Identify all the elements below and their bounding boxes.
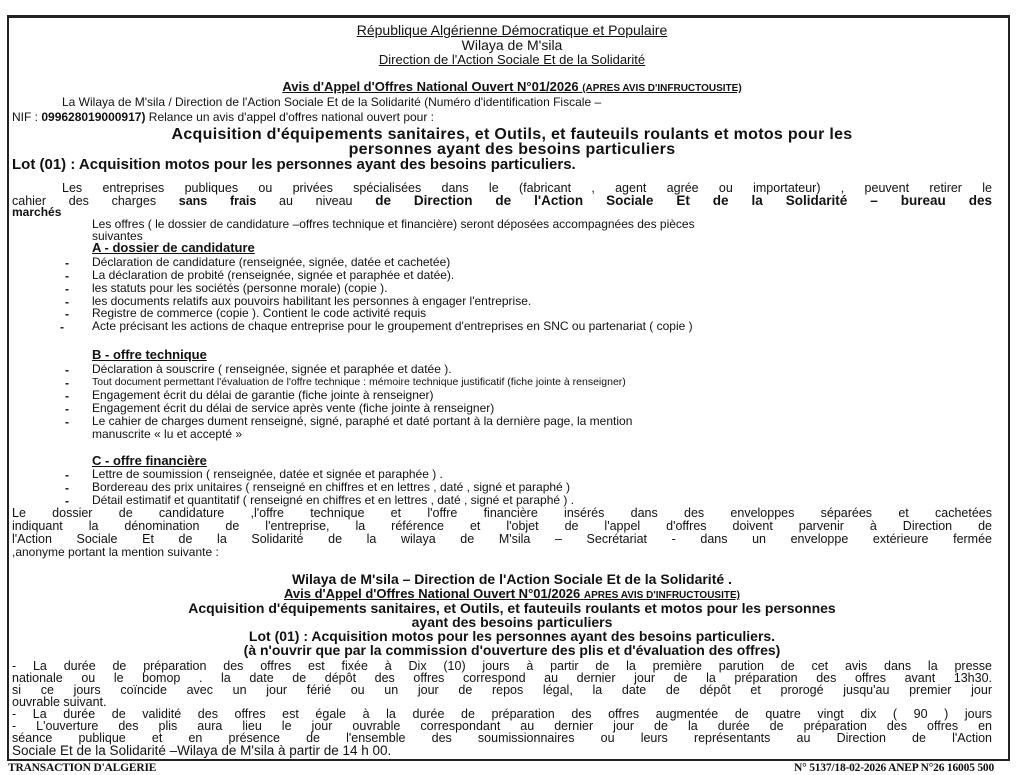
terms-line: si ce jours coïncide avec un jour férié ou un jour de repos légal, la date de dépôt et prorogé jusqu'au premier jour bbox=[12, 683, 992, 697]
list-item: Détail estimatif et quantitatif ( renseigné en chiffres et en lettres , daté , signé et paraphé ) . bbox=[92, 493, 575, 507]
terms-line: nationale ou le bomop . la date de dépôt des offres correspond au dernier jour de la préparation des offres avant 13h30. bbox=[12, 671, 992, 685]
list-item: Engagement écrit du délai de service après vente (fiche jointe à renseigner) bbox=[92, 401, 495, 415]
offers-line2: suivantes bbox=[92, 229, 143, 243]
list-item: La déclaration de probité (renseignée, signée et paraphée et datée). bbox=[92, 268, 455, 282]
footer-reference: N° 5137/18-02-2026 ANEP N°26 16005 500 bbox=[794, 762, 994, 774]
nif-value: 099628019000917) bbox=[41, 110, 146, 124]
header-direction: Direction de l'Action Sociale Et de la Solidarité bbox=[378, 52, 646, 67]
elig-text-a: cahier des charges bbox=[12, 194, 179, 208]
header-wilaya: Wilaya de M'sila bbox=[461, 37, 563, 53]
submission-line3: l'Action Sociale Et de la Solidarité de la wilaya de M'sila – Secrétariat - dans un enveloppe extérieure fermée bbox=[12, 532, 992, 546]
list-bullet: - bbox=[65, 402, 69, 416]
envelope-line1: Wilaya de M'sila – Direction de l'Action Sociale Et de la Solidarité . bbox=[292, 571, 732, 587]
list-item: Acte précisant les actions de chaque entreprise pour le groupement d'entreprises en SNC ou partenariat ( copie ) bbox=[92, 319, 693, 333]
notice-title bbox=[0, 80, 1024, 94]
intro-rest: Relance un avis d'appel d'offres national ouvert pour : bbox=[145, 110, 434, 124]
list-bullet: - bbox=[65, 282, 69, 296]
list-item: Bordereau des prix unitaires ( renseigné en chiffres et en lettres , daté , signé et paraphé ) bbox=[92, 480, 571, 494]
list-item: Registre de commerce (copie ). Contient le code activité requis bbox=[92, 306, 427, 320]
list-bullet: - bbox=[65, 269, 69, 283]
submission-line1: Le dossier de candidature ,l'offre technique et l'offre financière insérés dans des enveloppes séparées et cachetées bbox=[12, 506, 992, 520]
list-bullet: - bbox=[65, 307, 69, 321]
terms-line: ouvrable suivant. bbox=[12, 695, 107, 709]
envelope-warning: (à n'ouvrir que par la commission d'ouverture des plis et d'évaluation des offres) bbox=[243, 642, 781, 658]
submission-line2: indiquant la dénomination de l'entreprise, la référence et l'objet de l'appel d'offres doivent parvenir à Direction de bbox=[12, 519, 992, 533]
list-item: les documents relatifs aux pouvoirs habilitant les personnes à engager l'entreprise. bbox=[92, 294, 532, 308]
list-bullet: - bbox=[65, 389, 69, 403]
list-bullet: - bbox=[65, 415, 69, 429]
list-bullet: - bbox=[65, 363, 69, 377]
list-bullet: - bbox=[65, 468, 69, 482]
terms-line: - La durée de préparation des offres est fixée à Dix (10) jours à partir de la première parution de cet avis dans la presse bbox=[12, 659, 992, 673]
list-bullet: - bbox=[65, 376, 69, 390]
envelope-title-main: Avis d'Appel d'Offres National Ouvert N°01/2026 bbox=[284, 586, 581, 601]
section-b-title: B - offre technique bbox=[92, 347, 207, 362]
list-bullet: - bbox=[60, 320, 64, 334]
elig-text-c: au niveau bbox=[256, 194, 376, 208]
list-bullet: - bbox=[65, 494, 69, 508]
terms-line: séance publique et en présence de l'ensemble des soumissionnaires ou leurs représentants au Direction de l'Action bbox=[12, 731, 992, 745]
notice-object-line1: Acquisition d'équipements sanitaires, et Outils, et fauteuils roulants et motos pour les bbox=[171, 126, 853, 143]
list-item: Déclaration de candidature (renseignée, signée, datée et cachetée) bbox=[92, 255, 451, 269]
envelope-object-line2: ayant des besoins particuliers bbox=[411, 614, 613, 630]
list-item: Engagement écrit du délai de garantie (fiche jointe à renseigner) bbox=[92, 388, 434, 402]
submission-line4: ,anonyme portant la mention suivante : bbox=[12, 545, 219, 559]
notice-lot: Lot (01) : Acquisition motos pour les personnes ayant des besoins particuliers. bbox=[12, 156, 576, 173]
offers-line1: Les offres ( le dossier de candidature –offres technique et financière) seront déposées accompagnées des pièces bbox=[92, 217, 695, 231]
notice-title-main: Avis d'Appel d'Offres National Ouvert N°01/2026 bbox=[282, 79, 579, 94]
envelope-title-suffix: APRES AVIS D'INFRUCTOUSITE) bbox=[583, 590, 740, 601]
list-bullet: - bbox=[65, 481, 69, 495]
list-bullet: - bbox=[65, 295, 69, 309]
envelope-lot: Lot (01) : Acquisition motos pour les personnes ayant des besoins particuliers. bbox=[248, 628, 776, 644]
eligibility-line2 bbox=[12, 194, 992, 208]
eligibility-line3: marchés bbox=[12, 205, 62, 219]
section-c-title: C - offre financière bbox=[92, 453, 207, 468]
terms-line: - La durée de validité des offres est égale à la durée de préparation des offres augmentée de quatre vingt dix ( 90 ) jours bbox=[12, 707, 992, 721]
list-item: les statuts pour les sociétés (personne morale) (copie ). bbox=[92, 281, 388, 295]
notice-title-suffix: (APRES AVIS D'INFRUCTOUSITE) bbox=[582, 83, 742, 94]
notice-intro-line2 bbox=[12, 111, 434, 123]
list-item: Tout document permettant l'évaluation de l'offre technique : mémoire technique justificatif (fiche jointe à renseigner) bbox=[92, 376, 626, 388]
eligibility-line1: Les entreprises publiques ou privées spécialisées dans le (fabricant , agent agrée ou importateur) , peuvent retirer le bbox=[62, 181, 992, 195]
terms-line: - L'ouverture des plis aura lieu le jour ouvrable correspondant au dernier jour de la durée de préparation des offres en bbox=[12, 719, 992, 733]
footer-publication: TRANSACTION D'ALGERIE bbox=[8, 762, 157, 774]
header-republic: République Algérienne Démocratique et Populaire bbox=[356, 22, 668, 38]
terms-line: Sociale Et de la Solidarité –Wilaya de M'sila à partir de 14 h 00. bbox=[12, 743, 392, 758]
list-item: Lettre de soumission ( renseignée, datée et signée et paraphée ) . bbox=[92, 467, 443, 481]
envelope-title bbox=[0, 587, 1024, 601]
list-item-continuation: manuscrite « lu et accepté » bbox=[92, 427, 243, 441]
section-a-title: A - dossier de candidature bbox=[92, 240, 255, 255]
notice-intro-line1: La Wilaya de M'sila / Direction de l'Action Sociale Et de la Solidarité (Numéro d'identification Fiscale – bbox=[62, 95, 602, 109]
list-bullet: - bbox=[65, 256, 69, 270]
envelope-object-line1: Acquisition d'équipements sanitaires, et Outils, et fauteuils roulants et motos pour les personnes bbox=[188, 600, 836, 616]
notice-object-line2: personnes ayant des besoins particuliers bbox=[348, 141, 676, 158]
nif-label: NIF : bbox=[12, 110, 42, 124]
elig-direction: de Direction de l'Action Sociale Et de la Solidarité – bureau des bbox=[375, 193, 992, 208]
elig-free: sans frais bbox=[178, 194, 257, 208]
list-item: Le cahier de charges dument renseigné, signé, paraphé et daté portant à la dernière page, la mention bbox=[92, 414, 633, 428]
list-item: Déclaration à souscrire ( renseignée, signée et paraphée et datée ). bbox=[92, 362, 452, 376]
